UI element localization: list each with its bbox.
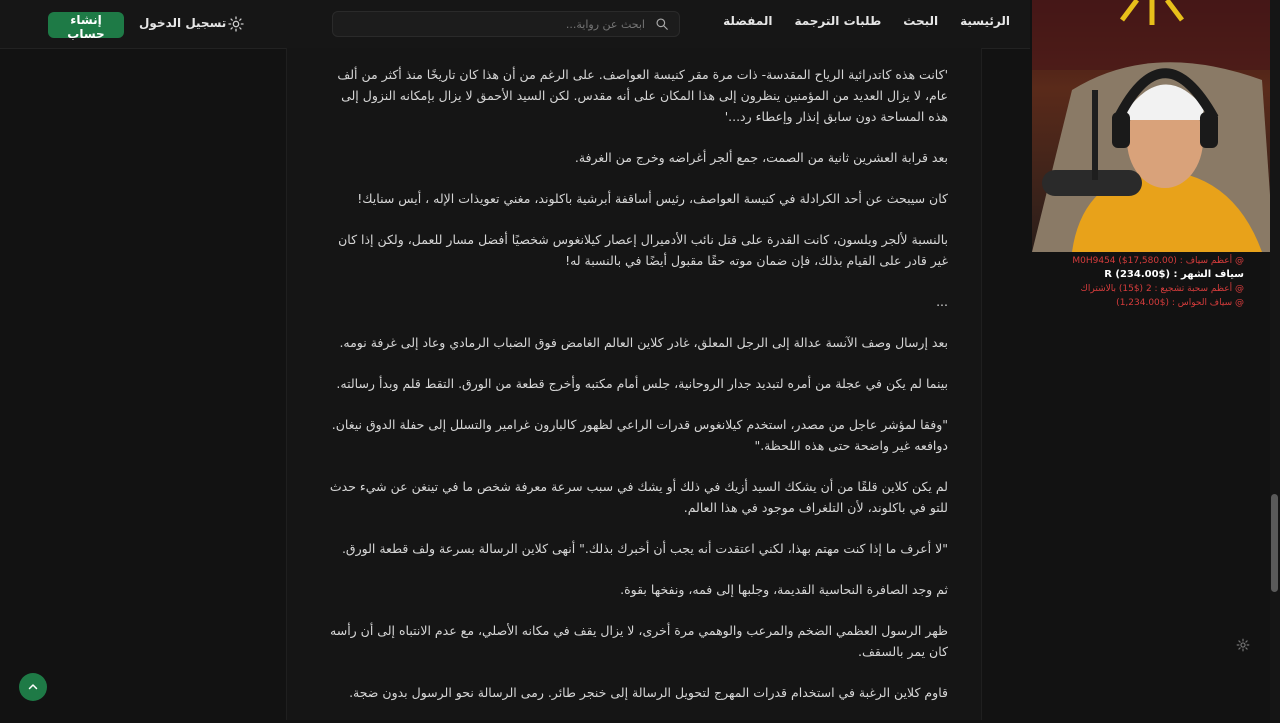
scroll-to-top-button[interactable]: [19, 673, 47, 701]
login-link[interactable]: تسجيل الدخول: [139, 16, 227, 30]
paragraph: "وفقا لمؤشر عاجل من مصدر، استخدم كيلانغوس قدرات الراعي لظهور كالبارون غرامير والتسلل إلى حفلة الدوق نيغان. دوافعه غير واضحة حتى هذه اللحظة.": [331, 417, 948, 453]
paragraph: "لا أعرف ما إذا كنت مهتم بهذا، لكني اعتقدت أنه يجب أن أخبرك بذلك." أنهى كلاين الرسالة بسرعة ولف قطعة الورق.: [341, 541, 948, 556]
scrollbar-thumb[interactable]: [1271, 494, 1278, 592]
paragraph: بالنسبة لألجر ويلسون، كانت القدرة على قتل نائب الأدميرال إعصار كيلانغوس شخصيًا أفضل مسار للعمل، ولكن إذا كان غير قادر على القيام بذلك، فإن ضمان موته حقًا مقبول أيضًا في بالنسبة له!: [338, 232, 948, 268]
gear-icon[interactable]: [1236, 638, 1250, 652]
stream-stats: [1066, 254, 1244, 310]
search-box[interactable]: [332, 11, 680, 37]
top-cheer-line: @ أعظم سحبة تشجيع : 2 ($15) بالاشتراك: [1080, 284, 1244, 294]
top-donor-line: @ أعظم سياف : M0H9454 ($17,580.00): [1072, 256, 1244, 266]
paragraph: قاوم كلاين الرغبة في استخدام قدرات المهرج لتحويل الرسالة إلى خنجر طائر. رمى الرسالة نحو الرسول بدون ضجة.: [349, 685, 948, 700]
monthly-donor-line: سياف الشهر : ($234.00) R: [1104, 269, 1244, 280]
paragraph: بعد إرسال وصف الآنسة عدالة إلى الرجل المعلق، غادر كلاين العالم الغامض فوق الضباب الرمادي وعاد إلى غرفة نومه.: [339, 335, 948, 350]
nav-item-home[interactable]: الرئيسية: [960, 14, 1010, 28]
webcam-overlay: [1032, 0, 1274, 252]
paragraph: ظهر الرسول العظمي الضخم والمرعب والوهمي مرة أخرى، لا يزال يقف في مكانه الأصلي، مع عدم الانتباه إلى أن رأسه كان يمر بالسقف.: [330, 623, 948, 659]
paragraph: بعد قرابة العشرين ثانية من الصمت، جمع ألجر أغراضه وخرج من الغرفة.: [574, 150, 948, 165]
paragraph: ...: [936, 294, 948, 309]
main-nav: [723, 14, 1010, 28]
chapter-text: [322, 64, 948, 723]
nav-item-search[interactable]: البحث: [903, 14, 939, 28]
paragraph: ثم وجد الصافرة النحاسية القديمة، وجلبها إلى فمه، ونفخها بقوة.: [620, 582, 948, 597]
senses-donor-line: @ سياف الحواس : ($1,234.00): [1116, 298, 1244, 308]
signup-button[interactable]: إنشاء حساب: [48, 12, 124, 38]
nav-item-favorites[interactable]: المفضلة: [723, 14, 773, 28]
scrollbar-track[interactable]: [1270, 0, 1280, 720]
top-navbar: [0, 0, 1030, 49]
paragraph: لم يكن كلاين قلقًا من أن يشكك السيد أزيك في ذلك أو يشك في سبب سرعة معرفة شخص ما في تينغن عن شيء حدث للتو في باكلوند، لأن التلغراف موجود في هذا العالم.: [329, 479, 948, 515]
chevron-up-icon: [27, 681, 39, 693]
paragraph: كان سيبحث عن أحد الكرادلة في كنيسة العواصف، رئيس أساقفة أبرشية باكلوند، مغني تعويذات الإله ، أيس سنايك!: [357, 191, 948, 206]
paragraph: بينما لم يكن في عجلة من أمره لتبديد جدار الروحانية، جلس أمام مكتبه وأخرج قطعة من الورق. التقط قلم وبدأ رسالته.: [336, 376, 948, 391]
search-icon: [655, 17, 669, 31]
sun-icon[interactable]: [228, 16, 244, 32]
paragraph: 'كانت هذه كاتدرائية الرياح المقدسة- ذات مرة مقر كنيسة العواصف. على الرغم من أن هذا كان تاريخًا منذ أكثر من ألف عام، لا يزال العديد من المؤمنين ينظرون إلى هذا المكان على أنه مقدس. لكن السيد الأحمق لا يزال بإمكانه النزول إلى هذه المساحة دون سابق إنذار وإعطاء رد...': [337, 67, 948, 124]
search-input[interactable]: [343, 17, 647, 32]
streamer-webcam-image: [1032, 0, 1274, 252]
nav-item-translation-requests[interactable]: طلبات الترجمة: [794, 14, 882, 28]
